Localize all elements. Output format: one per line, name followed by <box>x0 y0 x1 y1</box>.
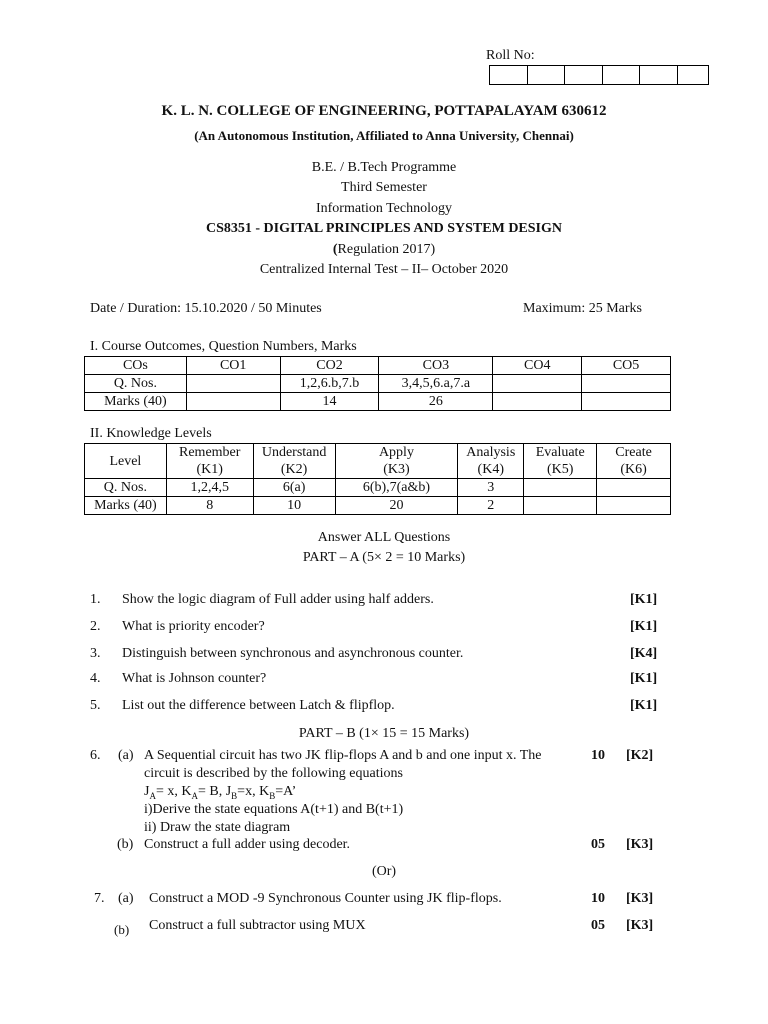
table-cell: 10 <box>253 497 335 515</box>
sub-question-label: (a) <box>118 748 134 763</box>
test-name: Centralized Internal Test – II– October 2020 <box>259 262 509 277</box>
co-header-row <box>85 357 671 375</box>
date-duration: Date / Duration: 15.10.2020 / 50 Minutes <box>90 301 322 316</box>
roll-no-label: Roll No: <box>486 48 535 63</box>
equations <box>144 784 296 800</box>
regulation-paren: ( <box>332 242 338 257</box>
marks: 10 <box>591 748 605 763</box>
marks: 10 <box>591 891 605 906</box>
part-a-title: PART – A (5× 2 = 10 Marks) <box>302 550 466 565</box>
part-b-title: PART – B (1× 15 = 15 Marks) <box>298 726 470 741</box>
sub-question-label: (a) <box>118 891 134 906</box>
question-number: 3. <box>90 646 101 661</box>
kl-header-cell <box>458 444 524 479</box>
semester: Third Semester <box>341 180 427 195</box>
question-text: ii) Draw the state diagram <box>144 820 291 835</box>
table-cell <box>493 375 582 393</box>
kl-level-label: Level <box>85 444 167 479</box>
sub-question-label: (b) <box>114 922 130 937</box>
regulation-text: Regulation 2017) <box>337 242 436 257</box>
co-header-cell: CO2 <box>280 357 379 375</box>
co-header-cell: CO5 <box>582 357 671 375</box>
kl-header-cell <box>597 444 671 479</box>
table-cell <box>582 393 671 411</box>
regulation <box>0 242 768 258</box>
table-cell: Q. Nos. <box>85 479 167 497</box>
eq-text: =x, K <box>237 784 270 799</box>
table-cell: 20 <box>335 497 458 515</box>
table-row <box>85 479 671 497</box>
roll-no-cell <box>565 66 603 84</box>
question-number: 4. <box>90 671 101 686</box>
eq-subscript: A <box>191 790 198 801</box>
question-text: Construct a full subtractor using MUX <box>149 918 366 933</box>
instruction: Answer ALL Questions <box>317 530 451 545</box>
kl-header-row <box>85 444 671 479</box>
kl-header-code: (K6) <box>620 462 647 477</box>
eq-text: = B, J <box>197 784 232 799</box>
table-row <box>85 375 671 393</box>
kl-header-name: Analysis <box>466 445 516 460</box>
table-cell: 14 <box>280 393 379 411</box>
question-text: A Sequential circuit has two JK flip-flops A and b and one input x. The <box>144 748 542 763</box>
knowledge-level: [K1] <box>630 671 658 686</box>
knowledge-level: [K3] <box>626 918 654 933</box>
question-text: What is Johnson counter? <box>122 671 267 686</box>
question-text: Show the logic diagram of Full adder using half adders. <box>122 592 434 607</box>
table-cell <box>524 479 597 497</box>
table-row <box>85 393 671 411</box>
question-text: Construct a full adder using decoder. <box>144 837 351 852</box>
question-number: 5. <box>90 698 101 713</box>
table-cell <box>597 497 671 515</box>
eq-text: J <box>144 784 150 799</box>
roll-no-cell <box>603 66 641 84</box>
eq-subscript: B <box>269 790 276 801</box>
kl-header-code: (K4) <box>477 462 504 477</box>
table-cell <box>524 497 597 515</box>
table-cell <box>493 393 582 411</box>
table-cell: Marks (40) <box>85 497 167 515</box>
course-title: CS8351 - DIGITAL PRINCIPLES AND SYSTEM DESIGN <box>205 221 563 236</box>
kl-table-title: II. Knowledge Levels <box>90 426 212 441</box>
table-cell: 2 <box>458 497 524 515</box>
roll-no-cell <box>678 66 708 84</box>
question-text: What is priority encoder? <box>122 619 265 634</box>
department: Information Technology <box>315 201 452 216</box>
max-marks: Maximum: 25 Marks <box>523 301 642 316</box>
kl-header-code: (K3) <box>383 462 410 477</box>
question-text: Construct a MOD -9 Synchronous Counter using JK flip-flops. <box>149 891 502 906</box>
kl-header-code: (K2) <box>280 462 308 477</box>
table-cell <box>186 393 280 411</box>
question-number: 7. <box>94 891 105 906</box>
table-row <box>85 497 671 515</box>
table-cell: Marks (40) <box>85 393 187 411</box>
knowledge-level: [K4] <box>630 646 658 661</box>
kl-table <box>84 443 671 515</box>
co-header-cell: COs <box>85 357 187 375</box>
programme: B.E. / B.Tech Programme <box>311 160 457 175</box>
question-number: 2. <box>90 619 101 634</box>
knowledge-level: [K3] <box>626 891 654 906</box>
kl-header-code: (K5) <box>546 462 574 477</box>
marks: 05 <box>591 837 605 852</box>
kl-header-cell <box>335 444 458 479</box>
knowledge-level: [K2] <box>626 748 654 763</box>
table-cell: 1,2,6.b,7.b <box>280 375 379 393</box>
roll-no-cell <box>490 66 528 84</box>
kl-header-name: Evaluate <box>535 445 585 460</box>
table-cell: 3,4,5,6.a,7.a <box>379 375 493 393</box>
question-number: 6. <box>90 748 101 763</box>
table-cell: 6(a) <box>253 479 335 497</box>
table-cell <box>186 375 280 393</box>
question-text: List out the difference between Latch & flipflop. <box>122 698 395 713</box>
kl-header-code: (K1) <box>196 462 223 477</box>
affiliation: (An Autonomous Institution, Affiliated to Anna University, Chennai) <box>194 128 574 143</box>
eq-subscript: A <box>149 790 156 801</box>
table-cell: Q. Nos. <box>85 375 187 393</box>
kl-header-cell <box>524 444 597 479</box>
knowledge-level: [K1] <box>630 619 658 634</box>
kl-header-name: Apply <box>378 445 414 460</box>
table-cell <box>597 479 671 497</box>
eq-subscript: B <box>231 790 238 801</box>
college-name: K. L. N. COLLEGE OF ENGINEERING, POTTAPALAYAM 630612 <box>161 103 607 119</box>
eq-text: = x, K <box>155 784 192 799</box>
table-cell: 1,2,4,5 <box>166 479 253 497</box>
table-cell <box>582 375 671 393</box>
roll-no-cell <box>528 66 566 84</box>
kl-header-name: Remember <box>179 445 241 460</box>
kl-header-name: Understand <box>261 445 327 460</box>
knowledge-level: [K1] <box>630 698 658 713</box>
roll-no-cell <box>640 66 678 84</box>
table-cell: 3 <box>458 479 524 497</box>
sub-question-label: (b) <box>117 837 134 852</box>
co-table <box>84 356 671 411</box>
knowledge-level: [K1] <box>630 592 658 607</box>
kl-header-name: Create <box>615 445 652 460</box>
table-cell: 8 <box>166 497 253 515</box>
co-table-title: I. Course Outcomes, Question Numbers, Marks <box>90 339 357 354</box>
co-header-cell: CO3 <box>379 357 493 375</box>
table-cell: 6(b),7(a&b) <box>335 479 458 497</box>
table-cell: 26 <box>379 393 493 411</box>
or-separator: (Or) <box>371 864 397 879</box>
kl-header-cell <box>253 444 335 479</box>
co-header-cell: CO1 <box>186 357 280 375</box>
knowledge-level: [K3] <box>626 837 654 852</box>
question-text: Distinguish between synchronous and asynchronous counter. <box>122 646 464 661</box>
co-header-cell: CO4 <box>493 357 582 375</box>
kl-header-cell <box>166 444 253 479</box>
eq-text: =A’ <box>275 784 297 799</box>
marks: 05 <box>591 918 605 933</box>
question-text: circuit is described by the following equations <box>144 766 403 781</box>
roll-no-boxes <box>489 65 709 85</box>
question-text: i)Derive the state equations A(t+1) and B(t+1) <box>144 802 404 817</box>
question-number: 1. <box>90 592 101 607</box>
